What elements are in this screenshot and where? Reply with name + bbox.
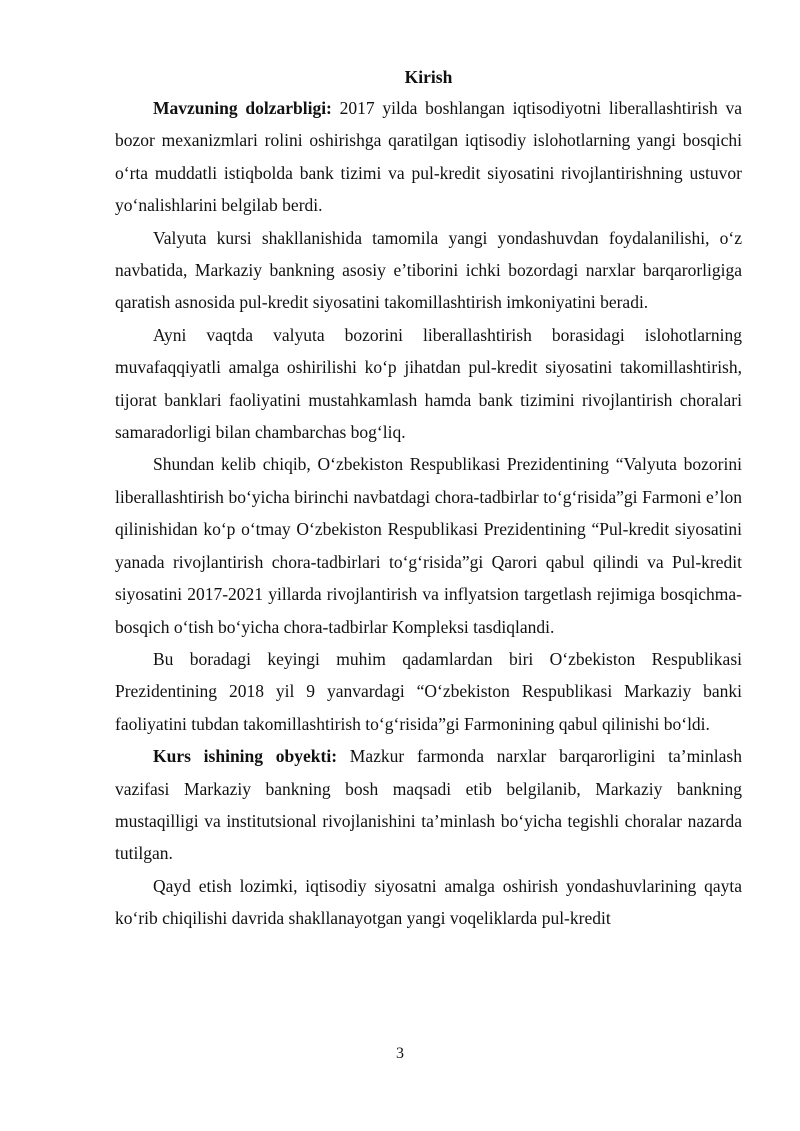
paragraph-text: Qayd etish lozimki, iqtisodiy siyosatni amalga oshirish yondashuvlarining qayta koʻrib chiqilishi davrida shakllanayotgan yangi voqeliklarda pul-kredit	[115, 875, 742, 929]
paragraph-text: Bu boradagi keyingi muhim qadamlardan biri Oʻzbekiston Respublikasi Prezidentining 2018 yil 9 yanvardagi “Oʻzbekiston Respublikasi Markaziy banki faoliyatini tubdan takomillashtirish toʻgʻrisida”gi Farmonining qabul qilinishi boʻldi.	[115, 648, 742, 734]
paragraph-relevance	[115, 92, 742, 222]
document-page	[115, 64, 742, 935]
section-title: Kirish	[404, 67, 453, 87]
paragraph-text: Ayni vaqtda valyuta bozorini liberallashtirish borasidagi islohotlarning muvafaqqiyatli amalga oshirilishi koʻp jihatdan pul-kredit siyosatini takomillashtirish, tijorat banklari faoliyatini mustahkamlash hamda bank tizimini rivojlantirish choralari samaradorligi bilan chambarchas bogʻliq.	[115, 324, 742, 443]
page-number: 3	[396, 1045, 404, 1062]
paragraph-lead: Mavzuning dolzarbligi:	[153, 98, 332, 118]
paragraph-continuation	[115, 870, 742, 935]
paragraph-liberalization	[115, 319, 742, 449]
paragraph-decree	[115, 448, 742, 642]
paragraph-text: 2017 yilda boshlangan iqtisodiyotni liberallashtirish va bozor mexanizmlari rolini oshirishga qaratilgan iqtisodiy islohotlarning yangi bosqichi oʻrta muddatli istiqbolda bank tizimi va pul-kredit siyosatini rivojlantirishning ustuvor yoʻnalishlarini belgilab berdi.	[115, 98, 743, 216]
paragraph-next-step	[115, 643, 742, 740]
paragraph-text: Valyuta kursi shakllanishida tamomila yangi yondashuvdan foydalanilishi, oʻz navbatida, Markaziy bankning asosiy e’tiborini ichki bozordagi narxlar barqarorligiga qaratish asnosida pul-kredit siyosatini takomillashtirish imkoniyatini beradi.	[115, 227, 742, 313]
paragraph-lead: Kurs ishining obyekti:	[153, 746, 338, 767]
paragraph-text: Shundan kelib chiqib, Oʻzbekiston Respublikasi Prezidentining “Valyuta bozorini liberallashtirish boʻyicha birinchi navbatdagi chora-tadbirlar toʻgʻrisida”gi Farmoni e’lon qilinishidan koʻp oʻtmay Oʻzbekiston Respublikasi Prezidentining “Pul-kredit siyosatini yanada rivojlantirish chora-tadbirlari toʻgʻrisida”gi Qarori qabul qilindi va Pul-kredit siyosatini 2017-2021 yillarda rivojlantirish va inflyatsion targetlash rejimiga bosqichma-bosqich oʻtish boʻyicha chora-tadbirlar Kompleksi tasdiqlandi.	[115, 454, 742, 637]
paragraph-exchange-rate	[115, 222, 742, 319]
paragraph-object	[115, 740, 742, 870]
paragraph-text: Mazkur farmonda narxlar barqarorligini ta’minlash vazifasi Markaziy bankning bosh maqsadi etib belgilanib, Markaziy bankning mustaqilligi va institutsional rivojlanishini ta’minlash boʻyicha tegishli choralar nazarda tutilgan.	[115, 746, 742, 864]
